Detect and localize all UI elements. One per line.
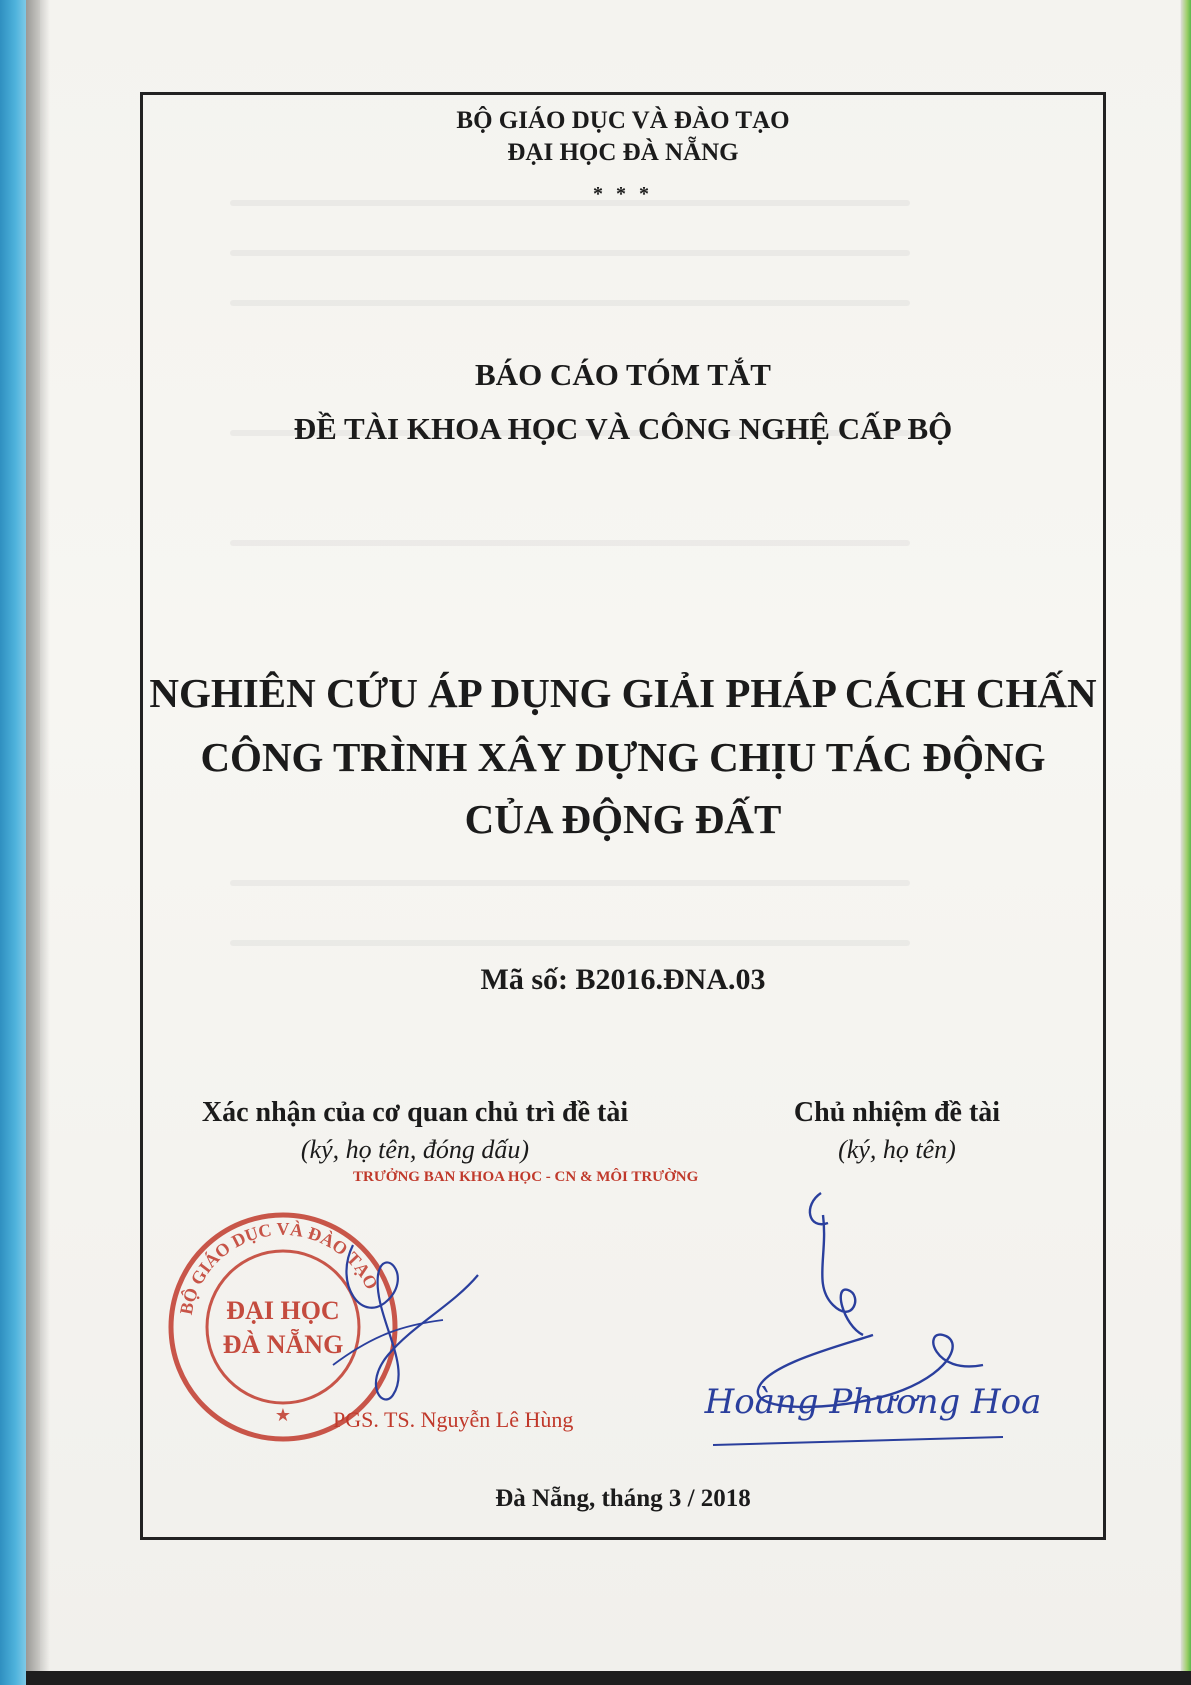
project-title-line-3: CỦA ĐỘNG ĐẤT xyxy=(464,796,782,842)
spine-shadow xyxy=(26,0,50,1685)
host-confirmation-note: (ký, họ tên, đóng dấu) xyxy=(300,1135,530,1164)
host-confirmation-block xyxy=(155,1097,675,1165)
host-signer-name: PGS. TS. Nguyễn Lê Hùng xyxy=(333,1407,574,1432)
host-signature-icon xyxy=(293,1205,493,1425)
place-date: Đà Nẵng, tháng 3 / 2018 xyxy=(495,1485,751,1512)
host-confirmation-title: Xác nhận của cơ quan chủ trì đề tài xyxy=(201,1097,629,1128)
report-type: BÁO CÁO TÓM TẮT xyxy=(475,357,771,392)
project-leader-title: Chủ nhiệm đề tài xyxy=(793,1097,1001,1128)
svg-text:★: ★ xyxy=(274,1405,292,1425)
page-edge xyxy=(1181,0,1191,1685)
report-level: ĐỀ TÀI KHOA HỌC VÀ CÔNG NGHỆ CẤP BỘ xyxy=(293,411,953,446)
cover-frame xyxy=(140,92,1106,1540)
seal-center-line-2: ĐÀ NẴNG xyxy=(222,1330,344,1359)
leader-signed-name: Hoàng Phương Hoa xyxy=(704,1382,1042,1422)
project-leader-block xyxy=(727,1097,1067,1165)
stamp-header: TRƯỞNG BAN KHOA HỌC - CN & MÔI TRƯỜNG xyxy=(353,1169,699,1185)
project-code: Mã số: B2016.ĐNA.03 xyxy=(480,963,766,996)
separator-stars: * * * xyxy=(593,183,653,205)
leader-signature-icon xyxy=(703,1175,1103,1465)
seal-center-line-1: ĐẠI HỌC xyxy=(226,1296,340,1325)
project-title-line-1: NGHIÊN CỨU ÁP DỤNG GIẢI PHÁP CÁCH CHẤN xyxy=(149,670,1097,716)
university-name: ĐẠI HỌC ĐÀ NẴNG xyxy=(507,139,739,166)
seal-ring-text: BỘ GIÁO DỤC VÀ ĐÀO TẠO xyxy=(175,1218,383,1317)
project-title-line-2: CÔNG TRÌNH XÂY DỰNG CHỊU TÁC ĐỘNG xyxy=(200,734,1046,780)
project-leader-note: (ký, họ tên) xyxy=(838,1135,956,1164)
bottom-edge xyxy=(26,1671,1191,1685)
book-spine xyxy=(0,0,26,1685)
ministry-name: BỘ GIÁO DỤC VÀ ĐÀO TẠO xyxy=(456,107,790,134)
